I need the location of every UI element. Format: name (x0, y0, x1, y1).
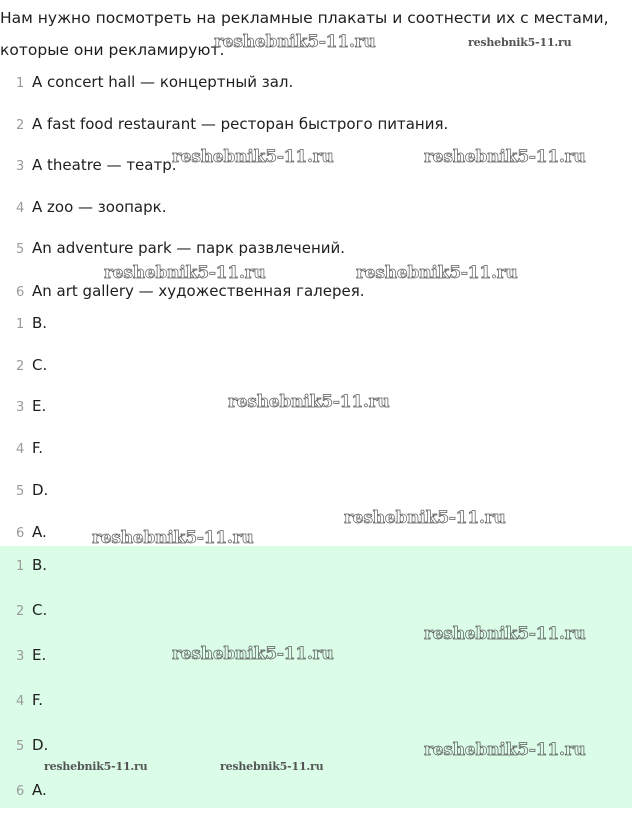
item-number: 6 (16, 285, 25, 300)
item-number: 4 (16, 442, 25, 457)
item-text: A concert hall — концертный зал. (32, 73, 294, 91)
item-text: A fast food restaurant — ресторан быстрого питания. (32, 115, 449, 133)
watermark: reshebnik5-11.ru (214, 32, 376, 52)
item-number: 5 (16, 484, 25, 499)
watermark: reshebnik5-11.ru (344, 508, 506, 528)
item-number: 4 (16, 694, 25, 709)
answer-item (16, 599, 47, 621)
watermark: reshebnik5-11.ru (172, 644, 334, 664)
list-item (16, 196, 166, 218)
answer-item (16, 554, 47, 576)
watermark: reshebnik5-11.ru (468, 36, 572, 49)
item-number: 5 (16, 739, 25, 754)
answer-text: D. (32, 736, 49, 754)
answer-item (16, 521, 47, 543)
watermark: reshebnik5-11.ru (424, 624, 586, 644)
answer-item (16, 312, 47, 334)
answer-text: F. (32, 439, 43, 457)
item-text: An art gallery — художественная галерея. (32, 282, 365, 300)
answer-item (16, 734, 48, 756)
item-text: A zoo — зоопарк. (32, 198, 167, 216)
answer-text: D. (32, 481, 49, 499)
watermark: reshebnik5-11.ru (220, 760, 324, 773)
item-number: 2 (16, 359, 25, 374)
list-item (16, 237, 345, 259)
answer-text: A. (32, 781, 47, 799)
item-number: 3 (16, 400, 25, 415)
item-number: 6 (16, 526, 25, 541)
answer-item (16, 644, 46, 666)
watermark: reshebnik5-11.ru (104, 263, 266, 283)
list-item (16, 154, 177, 176)
answer-item (16, 779, 47, 801)
watermark: reshebnik5-11.ru (172, 147, 334, 167)
answer-text: F. (32, 691, 43, 709)
item-number: 1 (16, 76, 25, 91)
item-number: 2 (16, 604, 25, 619)
answer-item (16, 689, 43, 711)
watermark: reshebnik5-11.ru (92, 528, 254, 548)
watermark: reshebnik5-11.ru (424, 147, 586, 167)
list-item (16, 280, 365, 302)
item-number: 5 (16, 242, 25, 257)
watermark: reshebnik5-11.ru (44, 760, 148, 773)
item-number: 3 (16, 649, 25, 664)
item-number: 3 (16, 159, 25, 174)
item-text: An adventure park — парк развлечений. (32, 239, 346, 257)
list-item (16, 113, 448, 135)
answer-item (16, 479, 48, 501)
item-text: A theatre — театр. (32, 156, 177, 174)
watermark: reshebnik5-11.ru (228, 392, 390, 412)
answer-text: E. (32, 397, 47, 415)
watermark: reshebnik5-11.ru (356, 263, 518, 283)
task-instruction: Нам нужно посмотреть на рекламные плакаты и соотнести их с местами, которые они рекламируют. (0, 9, 609, 59)
answer-text: B. (32, 314, 48, 332)
item-number: 4 (16, 201, 25, 216)
item-number: 6 (16, 784, 25, 799)
watermark: reshebnik5-11.ru (424, 740, 586, 760)
item-number: 2 (16, 118, 25, 133)
item-number: 1 (16, 559, 25, 574)
answer-text: B. (32, 556, 48, 574)
answer-text: A. (32, 523, 47, 541)
answer-text: E. (32, 646, 47, 664)
answer-text: C. (32, 356, 48, 374)
item-number: 1 (16, 317, 25, 332)
answer-item (16, 395, 46, 417)
answer-item (16, 354, 47, 376)
answer-text: C. (32, 601, 48, 619)
list-item (16, 71, 293, 93)
answer-item (16, 437, 43, 459)
